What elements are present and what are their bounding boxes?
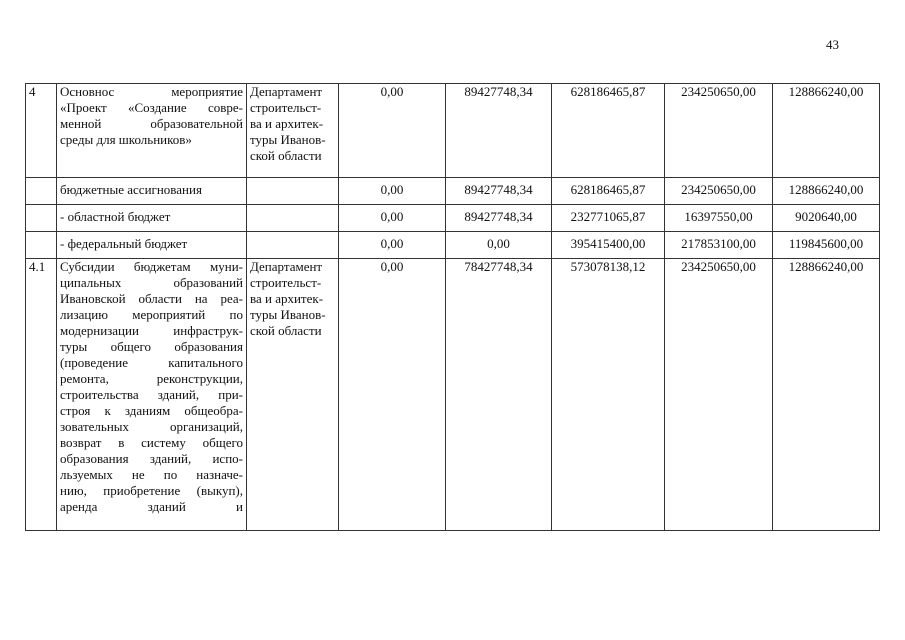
row-description: - областной бюджет bbox=[57, 205, 247, 232]
value-cell: 573078138,12 bbox=[552, 259, 665, 531]
description-line: нию, приобретение (выкуп), bbox=[60, 483, 243, 498]
description-line: аренда зданий и bbox=[60, 499, 243, 514]
value-cell: 128866240,00 bbox=[773, 259, 880, 531]
row-department bbox=[247, 232, 339, 259]
description-line: Основнос мероприятие bbox=[60, 84, 243, 99]
description-line: строительства зданий, при- bbox=[60, 387, 243, 402]
description-line: образования зданий, испо- bbox=[60, 451, 243, 466]
value-cell: 119845600,00 bbox=[773, 232, 880, 259]
row-description bbox=[57, 259, 247, 531]
description-line: (проведение капитального bbox=[60, 355, 243, 370]
value-cell: 89427748,34 bbox=[446, 84, 552, 178]
value-cell: 0,00 bbox=[339, 232, 446, 259]
table-row bbox=[26, 232, 880, 259]
department-line: ва и архитек- bbox=[250, 116, 324, 131]
value-cell: 628186465,87 bbox=[552, 178, 665, 205]
description-line: туры общего образования bbox=[60, 339, 243, 354]
row-description bbox=[57, 84, 247, 178]
department-line: строительст- bbox=[250, 275, 322, 290]
value-cell: 128866240,00 bbox=[773, 178, 880, 205]
row-department bbox=[247, 84, 339, 178]
table-row bbox=[26, 84, 880, 178]
value-cell: 0,00 bbox=[339, 178, 446, 205]
page-number: 43 bbox=[826, 37, 839, 52]
value-cell: 234250650,00 bbox=[665, 259, 773, 531]
budget-table bbox=[25, 83, 880, 531]
department-line: ва и архитек- bbox=[250, 291, 324, 306]
value-cell: 9020640,00 bbox=[773, 205, 880, 232]
row-description: бюджетные ассигнования bbox=[57, 178, 247, 205]
description-line: «Проект «Создание совре- bbox=[60, 100, 243, 115]
row-department bbox=[247, 178, 339, 205]
description-line: строя к зданиям общеобра- bbox=[60, 403, 243, 418]
description-line: модернизации инфраструк- bbox=[60, 323, 243, 338]
row-number bbox=[26, 232, 57, 259]
description-line: менной образовательной bbox=[60, 116, 243, 131]
value-cell: 234250650,00 bbox=[665, 84, 773, 178]
department-line: ской области bbox=[250, 148, 322, 163]
description-line: лизацию мероприятий по bbox=[60, 307, 243, 322]
value-cell: 628186465,87 bbox=[552, 84, 665, 178]
description-line: Ивановской области на реа- bbox=[60, 291, 243, 306]
value-cell: 0,00 bbox=[339, 84, 446, 178]
department-line: Департамент bbox=[250, 259, 323, 274]
department-line: Департамент bbox=[250, 84, 323, 99]
description-line: возврат в систему общего bbox=[60, 435, 243, 450]
row-department bbox=[247, 259, 339, 531]
value-cell: 128866240,00 bbox=[773, 84, 880, 178]
table-row bbox=[26, 259, 880, 531]
value-cell: 234250650,00 bbox=[665, 178, 773, 205]
row-number: 4.1 bbox=[26, 259, 57, 531]
description-line: среды для школьников» bbox=[60, 132, 192, 147]
value-cell: 0,00 bbox=[339, 259, 446, 531]
department-line: туры Иванов- bbox=[250, 132, 326, 147]
table-row bbox=[26, 178, 880, 205]
value-cell: 0,00 bbox=[339, 205, 446, 232]
value-cell: 78427748,34 bbox=[446, 259, 552, 531]
value-cell: 89427748,34 bbox=[446, 178, 552, 205]
description-line: ремонта, реконструкции, bbox=[60, 371, 243, 386]
table-row bbox=[26, 205, 880, 232]
description-line: зовательных организаций, bbox=[60, 419, 243, 434]
description-line: льзуемых не по назначе- bbox=[60, 467, 243, 482]
row-number bbox=[26, 178, 57, 205]
value-cell: 217853100,00 bbox=[665, 232, 773, 259]
row-number: 4 bbox=[26, 84, 57, 178]
value-cell: 16397550,00 bbox=[665, 205, 773, 232]
row-department bbox=[247, 205, 339, 232]
row-description: - федеральный бюджет bbox=[57, 232, 247, 259]
department-line: строительст- bbox=[250, 100, 322, 115]
row-number bbox=[26, 205, 57, 232]
department-line: туры Иванов- bbox=[250, 307, 326, 322]
description-line: Субсидии бюджетам муни- bbox=[60, 259, 243, 274]
value-cell: 0,00 bbox=[446, 232, 552, 259]
value-cell: 89427748,34 bbox=[446, 205, 552, 232]
description-line: ципальных образований bbox=[60, 275, 243, 290]
department-line: ской области bbox=[250, 323, 322, 338]
value-cell: 232771065,87 bbox=[552, 205, 665, 232]
value-cell: 395415400,00 bbox=[552, 232, 665, 259]
